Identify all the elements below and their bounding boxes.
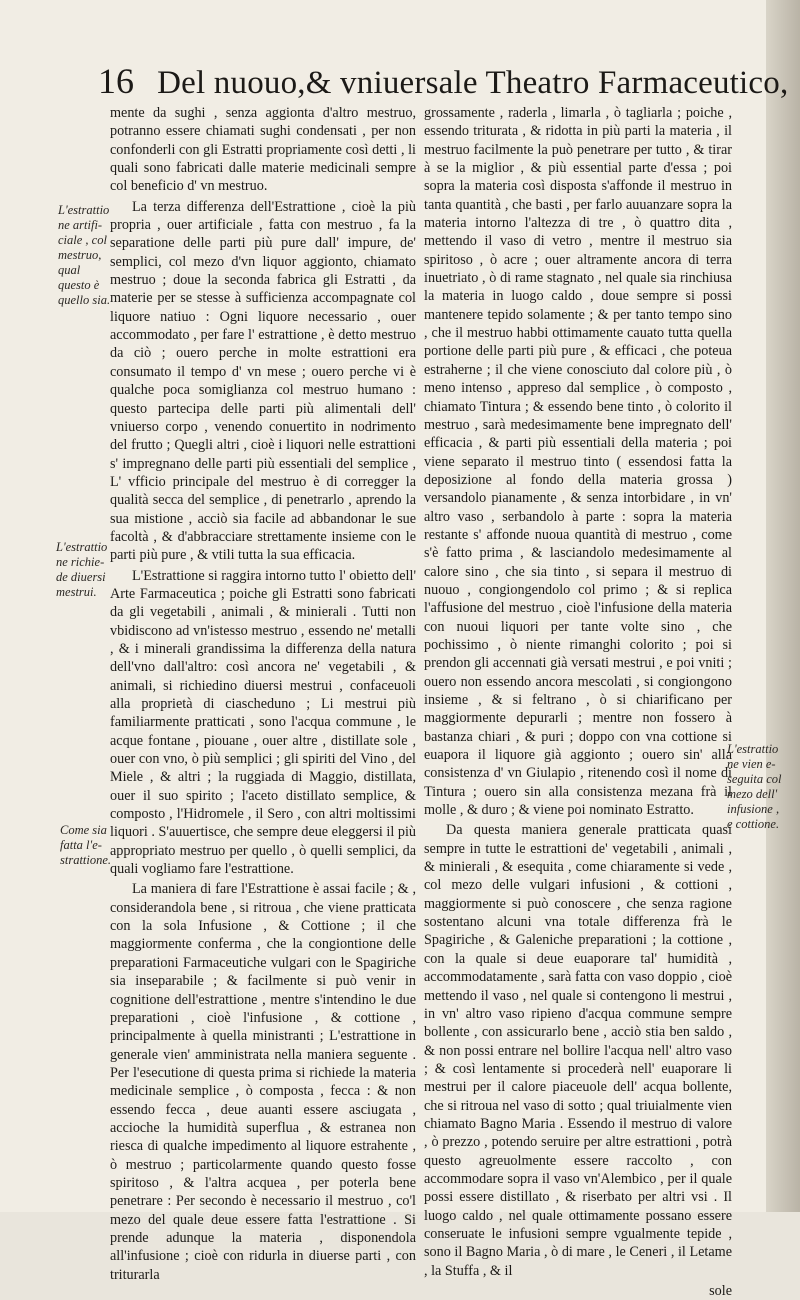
margin-note: L'estrattio ne artifi- ciale , col mestruo, qual questo è quello sia. (58, 203, 111, 307)
margin-note: L'estrattio ne richie- de diuersi mestrui. (56, 540, 108, 599)
paragraph: Da questa maniera generale pratticata quasi sempre in tutte le estrattioni de' vegetabili , animali , & minierali , & esequita , come chiaramente si vede , col mezo delle vulgari infusioni , & cottioni , maggiormente si può conoscere , che senza ragione sostentano alcuni vna totale differenza frà le Spagiriche , & Galeniche preparationi ; la cottione , con la quale si deue euaporare tal' humidità , accommodatamente , sarà fatta con vaso doppio , cioè mettendo il vaso , nel quale si contengono li mestrui , in vn' altro vaso ripieno d'acqua commune sempre bollente , con assicurarlo bene , acciò stia ben saldo , & non possi entrare nel bollire l'acqua nell' altro vaso ; & così lentamente si procederà nell' euaporare li mestrui per il calore piaceuole dell' acqua bollente, che si ritroua nel vaso di sotto ; qual triuialmente vien chiamato Bagno Maria . Essendo il mestruo di valore , ò prezzo , potendo seruire per altre estrattioni , potrà questo agreuolmente essere raccolto , con accommodare sopra il vaso vn'Alembico , per il quale possi essere distillato , & riserbato per altri vsi . Il luogo caldo , nel quale ottimamente possano essere conseruate le infusioni sempre vgualmente tepide , sono il Bagno Maria , ò di mare , le Ceneri , il Letame , la Stuffa , & il (424, 822, 732, 1279)
right-text-column (424, 104, 732, 1299)
running-title: Del nuouo,& vniuersale Theatro Farmaceutico, (157, 65, 789, 101)
catchword: sole (709, 1283, 732, 1299)
page-header (98, 60, 789, 102)
margin-note: L'estrattio ne vien e- seguita col mezo dell' infusione , e cottione. (727, 742, 782, 831)
page-gutter-shadow (766, 0, 800, 1212)
paragraph: mente da sughi , senza aggionta d'altro mestruo, potranno essere chiamati sughi condensati , per non confonderli con gli Estratti propriamente così detti , li quali sono fabricati dalle materie medicinali sempre col beneficio d' vn mestruo. (110, 105, 416, 195)
page-number: 16 (98, 61, 134, 101)
paragraph: La terza differenza dell'Estrattione , cioè la più propria , ouer artificiale , fatta con mestruo , fa la separatione delle parti più pure dall' impure, de' semplici, col mezo d'vn liquor aggionto, chiamato mestruo ; doue la seconda fabrica gli Estratti , da materie per se stesse à sufficienza accompagnate col liquore natiuo : Ogni liquore necessario , ouer accommodato , per fare l' estrattione , è detto mestruo da ciò ; ouero perche in molte estrattioni era consumato il tempo d' vn mese ; ouero perche vi è qualche poca somiglianza col mestruo humano : questo partecipa delle parti più alimentali dell' vniuerso corpo , venendo conuertito in nodrimento del frutto ; Quegli altri , cioè i liquori nelle estrattioni s' impregnano delle parti più essentiali del semplice , L' vfficio principale del mestruo è di corregger la qualità secca del semplice , di penetrarlo , aprendo la sua mistione , acciò sia facile ad abbandonar le sue facoltà , & d'abbracciare strettamente insieme con le parti più pure , & vtili tutta la sua efficacia. (110, 198, 416, 564)
paragraph: grossamente , raderla , limarla , ò tagliarla ; poiche , essendo triturata , & ridotta in più parti la materia , il mestruo facilmente la può penetrare per tutto , & tirar à se la miglior , & più essential parte d'essa ; poi sopra la materia così disposta s'affonde il mestruo in tanta quantità , che basti , per farlo auuanzare sopra la materia intorno l'altezza di tre , ò quattro dita , mettendo il vaso di vetro , mentre il mestruo sia spiritoso , ò acre ; ouer altramente ancora di terra inuetriato , ò di rame stagnato , nel quale sia rinchiusa la materia in luogo caldo , doue sempre si possi mantenere tepido solamente ; & per tanto tempo sino , che il mestruo habbi ottimamente cauato tutta quella portione delle parti più pure , & efficaci , che poteua estraherne ; il che viene conosciuto dal colore più , ò meno intenso , appreso dal semplice , ò composto , chiamato Tintura ; & essendo bene tinto , ò colorito il mestruo , sarà medesimamente bene impregnato dell' efficacia , & parti più essentiali della materia ; poi viene separato il mestruo tinto ( essendosi fatta la deposizione al fondo della materia grossa ) versandolo pianamente , & senza intorbidare , in vn' altro vaso , serbandolo à parte : sopra la materia restante s' affonde nuoua quantità di mestruo , come s'è fatto prima , & lasciandolo medesimamente al calore sino , che sia tinto , si separa il mestruo di nuouo , congiongendolo col primo ; & si replica l'affusione del mestruo , cioè l'infusione della materia con nuoui liquori per tante volte sino , che pochissimo , ò niente rimanghi colorito ; poi si prendon gli accennati già versati mestrui , e poi vniti ; ouero non essendo ancora mescolati , si congiongono insieme , & si feltrano , ò si chiarificano per maggiormente depurarli ; mentre non fossero à bastanza chiari , & puri ; doppo con vna cottione si euapora il liquore già aggionto ; ouero sin' alla consistenza d' vn Giulapio , ritenendo così il nome di Tintura ; ouero sin alla consistenza mezana frà il molle , & duro ; & viene poi nominato Estratto. (424, 105, 732, 819)
left-text-column (110, 104, 416, 1283)
margin-note: Come sia fatta l'e- strattione. (60, 823, 112, 867)
paragraph: La maniera di fare l'Estrattione è assai facile ; & , considerandola bene , si ritroua , che viene pratticata con la sola Infusione , & Cottione ; il che maggiormente conferma , che la congiontione delle preparationi Farmaceutiche vulgari con le Spagiriche sia inseparabile ; & facilmente si può venir in cognitione dell'estrattione , mentre s'intendino le due preparationi , cioè l'infusione , & cottione , principalmente à quella ministranti ; L'estrattione in generale vien' amministrata nella maniera seguente . Per l'esecutione di questa prima si richiede la materia medicinale semplice , ò composta , fecca : & non essendo fecca , deue auanti essere asciugata , accioche la humidità superflua , & estranea non riesca di qualche impedimento al liquore estrahente , ò mestruo ; particolarmente quando questo fosse spiritoso , & l'altra acquea , per poterla bene penetrare : Per secondo è necessario il mestruo , co'l mezo del quale deue essere fatta l'estrattione . Si prende adunque la materia , disponendola all'infusione ; cioè con ridurla in diuerse parti , con triturarla (110, 881, 416, 1283)
paragraph: L'Estrattione si raggira intorno tutto l' obietto dell' Arte Farmaceutica ; poiche gli Estratti sono fabricati da gli vegetabili , animali , & minierali . Tutti non vbidiscono ad vn'istesso mestruo , essendo ne' metalli , & i minerali grandissima la differenza della natura dell'vno dall'altro: così ancora ne' vegetabili , & animali, si richiedino diuersi mestrui , confaceuoli alla proprietà di ciascheduno ; Li mestrui più familiarmente pratticati , sono l'acqua commune , le acque fontane , piouane , ouer altre , distillate sole , ouer con vno, ò più semplici ; gli spiriti del Vino , del Miele , & altri ; la ruggiada di Maggio, distillata, ouer il suo spirito ; l'aceto distillato semplice, & composto , l'Hidromele , il Sero , con altri moltissimi liquori . S'auuertisce, che sempre deue eleggersi il più appropriato mestruo per quello , ò quelli semplici, da quali vogliamo fare l'estrattione. (110, 567, 416, 878)
